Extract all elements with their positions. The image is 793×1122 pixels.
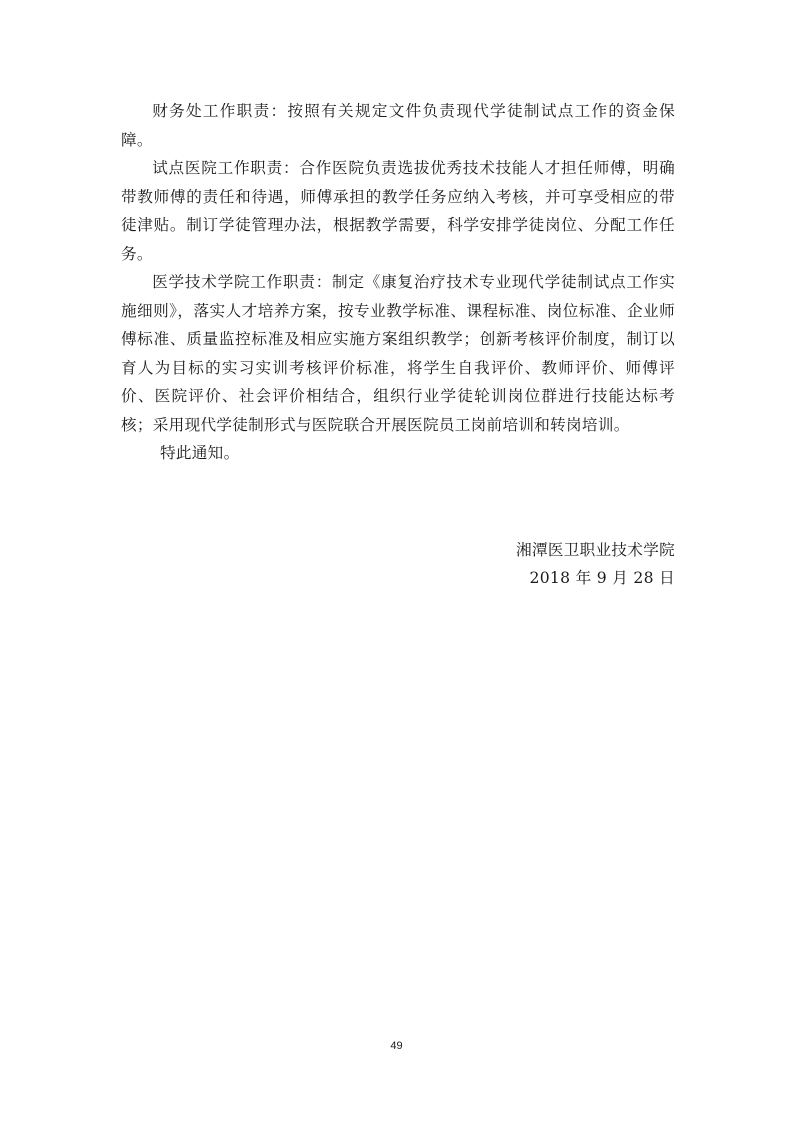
paragraph-finance-duties: 财务处工作职责：按照有关规定文件负责现代学徒制试点工作的资金保障。 bbox=[121, 102, 675, 149]
paragraph-hospital-duties: 试点医院工作职责：合作医院负责选拔优秀技术技能人才担任师傅，明确带教师傅的责任和待遇，师傅承担的教学任务应纳入考核，并可享受相应的带徒津贴。制订学徒管理办法，根据教学需要，科学安排学徒岗位、分配工作任务。 bbox=[121, 159, 675, 263]
page-number: 49 bbox=[390, 1040, 403, 1052]
closing-notice: 特此通知。 bbox=[160, 444, 240, 462]
paragraph-medical-tech-duties: 医学技术学院工作职责：制定《康复治疗技术专业现代学徒制试点工作实施细则》，落实人才培养方案，按专业教学标准、课程标准、岗位标准、企业师傅标准、质量监控标准及相应实施方案组织教学；创新考核评价制度，制订以育人为目标的实习实训考核评价标准，将学生自我评价、教师评价、师傅评价、医院评价、社会评价相结合，组织行业学徒轮训岗位群进行技能达标考核；采用现代学徒制形式与医院联合开展医院员工岗前培训和转岗培训。 bbox=[121, 273, 675, 434]
document-body bbox=[121, 97, 675, 468]
signature-date: 2018 年 9 月 28 日 bbox=[529, 569, 675, 587]
signature-organization: 湘潭医卫职业技术学院 bbox=[516, 541, 675, 559]
